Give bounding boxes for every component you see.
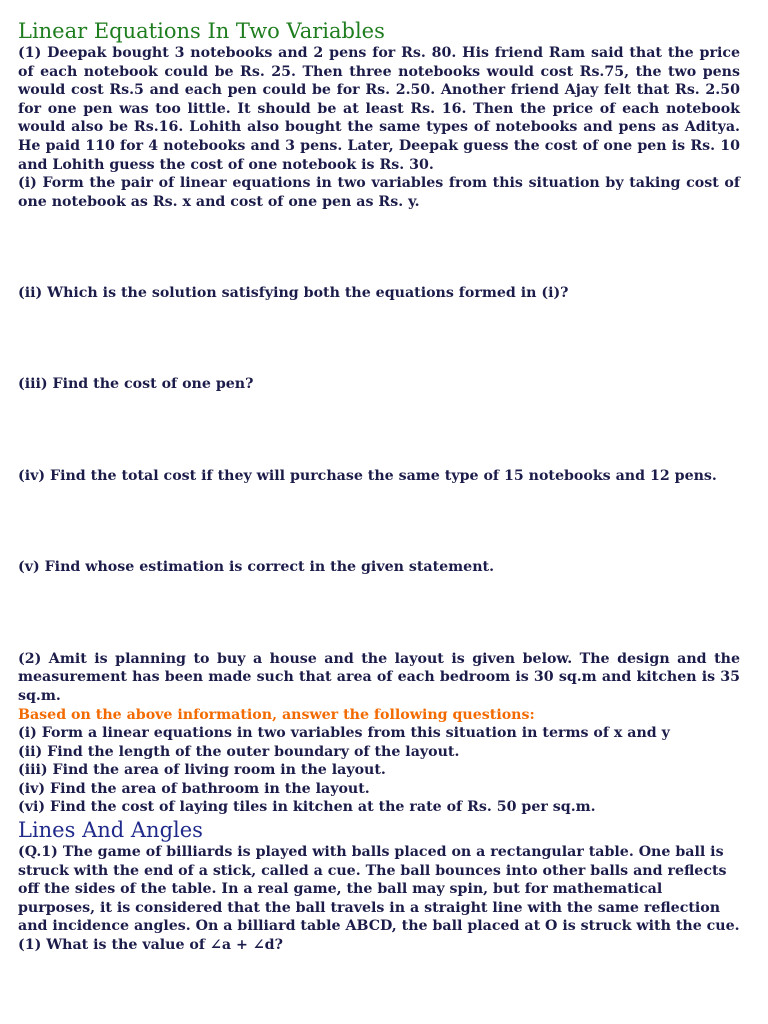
lines-question-1-part-1: (1) What is the value of ∠a + ∠d?: [18, 937, 283, 954]
section-title-linear-equations: Linear Equations In Two Variables: [18, 19, 385, 43]
question-1-part-ii: (ii) Which is the solution satisfying both the equations formed in (i)?: [18, 285, 569, 302]
question-1-part-iii: (iii) Find the cost of one pen?: [18, 375, 254, 392]
question-2-part-iv: (iv) Find the area of bathroom in the layout.: [18, 780, 370, 797]
lines-question-1-statement: (Q.1) The game of billiards is played with balls placed on a rectangular table. One ball is struck with the end of a stick, called a cue. The ball bounces into other balls and reflects off the sides of the table. In a real game, the ball may spin, but for mathematical purposes, it is considered that the ball travels in a straight line with the same reflection and incidence angles. On a billiard table ABCD, the ball placed at O is struck with the cue.: [18, 844, 740, 935]
question-2-part-ii: (ii) Find the length of the outer boundary of the layout.: [18, 743, 460, 760]
section-title-lines-and-angles: Lines And Angles: [18, 818, 203, 843]
document-body: [18, 18, 740, 955]
question-1-statement: (1) Deepak bought 3 notebooks and 2 pens for Rs. 80. His friend Ram said that the price of each notebook could be Rs. 25. Then three notebooks would cost Rs.75, the two pens would cost Rs.5 and each pen could be for Rs. 2.50. Another friend Ajay felt that Rs. 2.50 for one pen was too little. It should be at least Rs. 16. Then the price of each notebook would also be Rs.16. Lohith also bought the same types of notebooks and pens as Aditya. He paid 110 for 4 notebooks and 3 pens. Later, Deepak guess the cost of one pen is Rs. 10 and Lohith guess the cost of one notebook is Rs. 30.: [18, 45, 740, 173]
question-2-statement: (2) Amit is planning to buy a house and the layout is given below. The design and the measurement has been made such that area of each bedroom is 30 sq.m and kitchen is 35 sq.m.: [18, 650, 740, 704]
question-2-part-i: (i) Form a linear equations in two variables from this situation in terms of x and y: [18, 725, 670, 742]
question-1-part-iv: (iv) Find the total cost if they will purchase the same type of 15 notebooks and 12 pens.: [18, 467, 717, 484]
question-1-part-i: (i) Form the pair of linear equations in two variables from this situation by taking cost of one notebook as Rs. x and cost of one pen as Rs. y.: [18, 175, 740, 210]
question-2-part-iii: (iii) Find the area of living room in the layout.: [18, 762, 386, 779]
question-2-part-vi: (vi) Find the cost of laying tiles in kitchen at the rate of Rs. 50 per sq.m.: [18, 799, 596, 816]
question-2-instruction: Based on the above information, answer the following questions:: [18, 706, 535, 723]
question-1-part-v: (v) Find whose estimation is correct in the given statement.: [18, 559, 495, 576]
